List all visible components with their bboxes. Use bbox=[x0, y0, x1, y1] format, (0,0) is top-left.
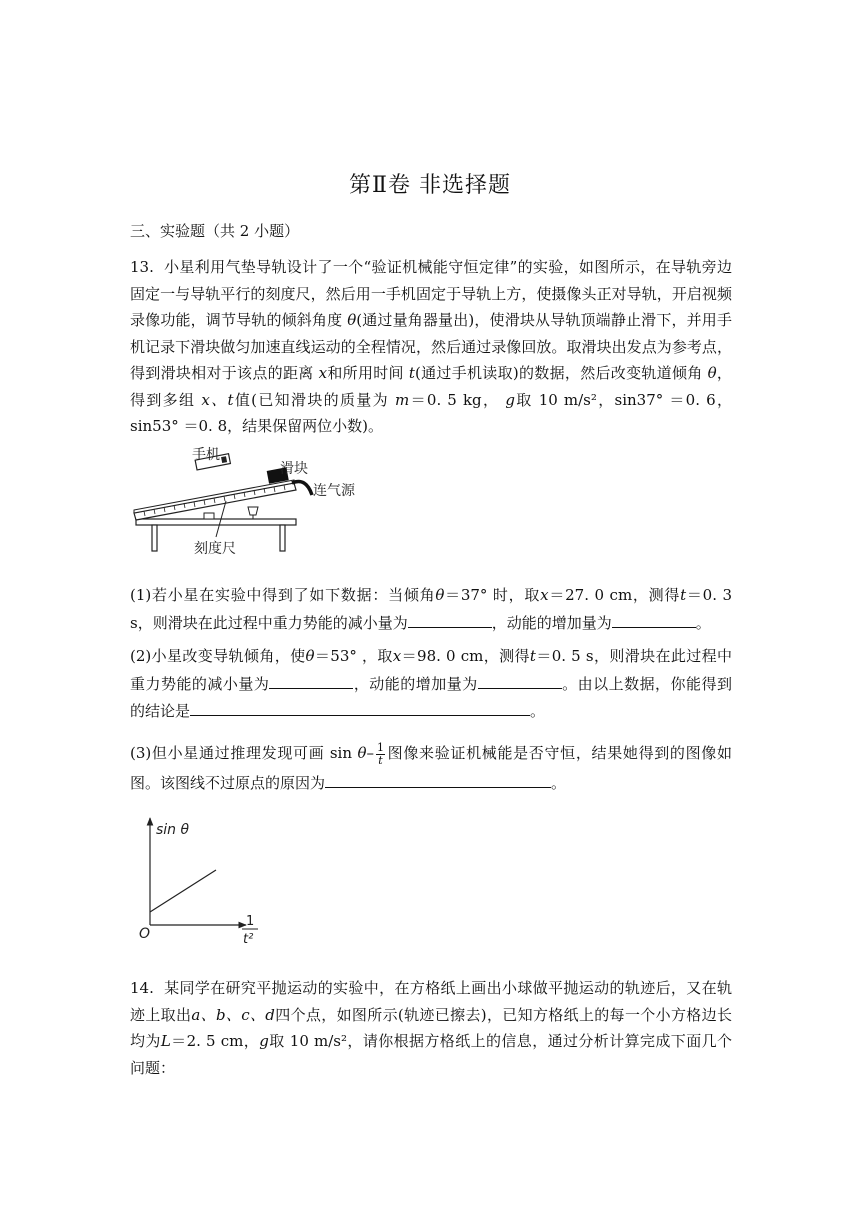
x-axis-label-denominator: t² bbox=[243, 932, 254, 947]
origin-label: O bbox=[139, 926, 151, 942]
data-line bbox=[150, 870, 216, 912]
answer-blank[interactable] bbox=[408, 609, 492, 628]
fraction: $\frac{1}{t}$ bbox=[377, 740, 384, 767]
answer-blank[interactable] bbox=[325, 769, 551, 788]
question-number: 14. bbox=[130, 979, 154, 997]
sin-theta-graph bbox=[134, 812, 274, 952]
question-13-intro: 13. 小星利用气垫导轨设计了一个“验证机械能守恒定律”的实验，如图所示，在导轨旁边固定一与导轨平行的刻度尺，然后用一手机固定于导轨上方，使摄像头正对导轨，开启视频录像功能，调节导轨的倾斜角度 θ(通过量角器量出)，使滑块从导轨顶端静止滑下，并用手机记录下滑块做匀加速直线运动的全程情况，然后通过录像回放。取滑块出发点为参考点，得到滑块相对于该点的距离 x和所用时间 t(通过手机读取)的数据，然后改变轨道倾角 θ，得到多组 x、t值(已知滑块的质量为 m＝0. 5 kg， g取 10 m/s²，sin37° ＝0. 6，sin53° ＝0. 8，结果保留两位小数)。 bbox=[130, 258, 732, 435]
page-title: 第Ⅱ卷 非选择题 bbox=[349, 173, 511, 198]
x-axis-label-numerator: 1 bbox=[246, 914, 255, 929]
question-number: 13. bbox=[130, 258, 154, 276]
answer-blank[interactable] bbox=[269, 670, 353, 689]
question-14: 14. 某同学在研究平抛运动的实验中，在方格纸上画出小球做平抛运动的轨迹后，又在轨迹上取出a、b、c、d四个点，如图所示(轨迹已擦去)，已知方格纸上的每一个小方格边长均为L＝2. 5 cm，g取 10 m/s²，请你根据方格纸上的信息，通过分析计算完成下面几个问题： bbox=[130, 979, 732, 1077]
table-top bbox=[136, 519, 296, 525]
label-phone: 手机 bbox=[192, 447, 220, 463]
section-heading: 三、实验题（共 2 小题） bbox=[130, 222, 300, 240]
label-ruler: 刻度尺 bbox=[194, 541, 236, 557]
label-slider: 滑块 bbox=[280, 461, 308, 477]
table-leg bbox=[152, 525, 157, 551]
air-track bbox=[134, 480, 296, 520]
air-track-figure bbox=[130, 445, 380, 560]
question-13-part-2: (2)小星改变导轨倾角，使θ＝53° ，取x＝98. 0 cm，测得t＝0. 5 s，则滑块在此过程中重力势能的减小量为 ，动能的增加量为 。由以上数据，你能得到的结论是 。 bbox=[130, 647, 733, 720]
question-13-part-1: (1)若小星在实验中得到了如下数据：当倾角θ＝37° 时，取x＝27. 0 cm，测得t＝0. 3 s，则滑块在此过程中重力势能的减小量为 ，动能的增加量为 。 bbox=[130, 586, 733, 632]
answer-blank[interactable] bbox=[478, 670, 562, 689]
answer-blank[interactable] bbox=[612, 609, 696, 628]
label-air-source: 连气源 bbox=[313, 483, 355, 499]
y-axis-label: sin θ bbox=[156, 822, 190, 838]
table-leg bbox=[280, 525, 285, 551]
question-13-part-3: (3)但小星通过推理发现可画 sin θ– $\frac{1}{t}$ 图像来验证机械能是否守恒，结果她得到的图像如图。该图线不过原点的原因为 。 bbox=[130, 740, 732, 792]
answer-blank[interactable] bbox=[190, 697, 530, 716]
